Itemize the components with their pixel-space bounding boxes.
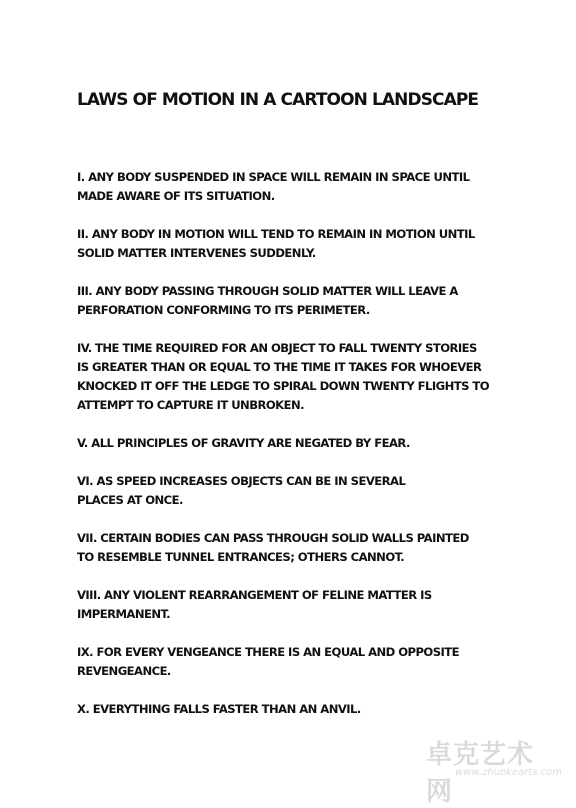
law-2-line-2: SOLID MATTER INTERVENES SUDDENLY. (77, 246, 316, 260)
law-8 (77, 586, 532, 624)
law-8-line-1: VIII. ANY VIOLENT REARRANGEMENT OF FELINE MATTER IS (77, 588, 432, 602)
law-10 (77, 700, 532, 719)
law-1 (77, 168, 532, 206)
law-9-line-2: REVENGEANCE. (77, 664, 171, 678)
law-3-line-1: III. ANY BODY PASSING THROUGH SOLID MATTER WILL LEAVE A (77, 284, 458, 298)
law-7-line-2: TO RESEMBLE TUNNEL ENTRANCES; OTHERS CANNOT. (77, 550, 405, 564)
law-6-line-2: PLACES AT ONCE. (77, 493, 183, 507)
law-1-line-1: I. ANY BODY SUSPENDED IN SPACE WILL REMAIN IN SPACE UNTIL (77, 170, 470, 184)
law-9 (77, 643, 532, 681)
law-4-line-2: IS GREATER THAN OR EQUAL TO THE TIME IT TAKES FOR WHOEVER (77, 360, 482, 374)
law-4 (77, 339, 532, 415)
law-8-line-2: IMPERMANENT. (77, 607, 170, 621)
law-6-line-1: VI. AS SPEED INCREASES OBJECTS CAN BE IN SEVERAL (77, 474, 406, 488)
law-9-line-1: IX. FOR EVERY VENGEANCE THERE IS AN EQUAL AND OPPOSITE (77, 645, 460, 659)
law-10-line-1: X. EVERYTHING FALLS FASTER THAN AN ANVIL. (77, 702, 361, 716)
law-5-line-1: V. ALL PRINCIPLES OF GRAVITY ARE NEGATED BY FEAR. (77, 436, 410, 450)
law-3-line-2: PERFORATION CONFORMING TO ITS PERIMETER. (77, 303, 370, 317)
watermark-url: www.zhuokearts.com (455, 767, 562, 778)
watermark (426, 734, 566, 807)
law-1-line-2: MADE AWARE OF ITS SITUATION. (77, 189, 275, 203)
law-list (77, 168, 532, 719)
law-2 (77, 225, 532, 263)
law-4-line-1: IV. THE TIME REQUIRED FOR AN OBJECT TO FALL TWENTY STORIES (77, 341, 477, 355)
law-7-line-1: VII. CERTAIN BODIES CAN PASS THROUGH SOLID WALLS PAINTED (77, 531, 469, 545)
law-4-line-4: ATTEMPT TO CAPTURE IT UNBROKEN. (77, 398, 304, 412)
page-title: LAWS OF MOTION IN A CARTOON LANDSCAPE (77, 90, 479, 110)
law-4-line-3: KNOCKED IT OFF THE LEDGE TO SPIRAL DOWN TWENTY FLIGHTS TO (77, 379, 490, 393)
law-3 (77, 282, 532, 320)
law-7 (77, 529, 532, 567)
watermark-text: 卓克艺术网 (426, 740, 535, 807)
law-2-line-1: II. ANY BODY IN MOTION WILL TEND TO REMAIN IN MOTION UNTIL (77, 227, 475, 241)
law-5 (77, 434, 532, 453)
law-6 (77, 472, 532, 510)
